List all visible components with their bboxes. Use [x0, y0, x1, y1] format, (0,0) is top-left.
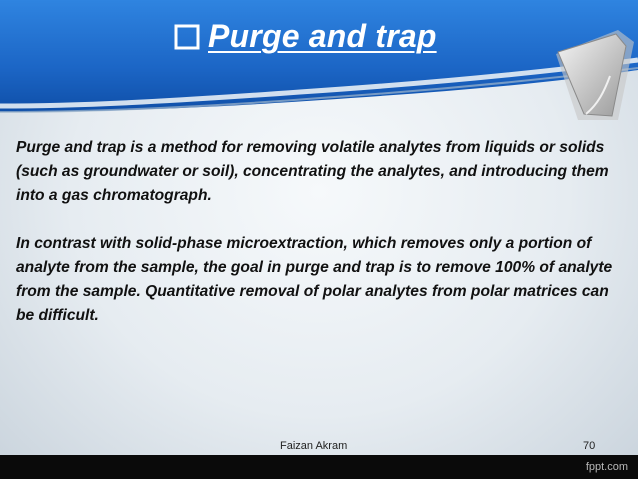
title-row — [174, 18, 437, 55]
footer-author: Faizan Akram — [280, 440, 348, 452]
paragraph-1: Purge and trap is a method for removing volatile analytes from liquids or solids (such as groundwater or soil), concentrating the analytes, and introducing them into a gas chromatograph. — [16, 139, 609, 204]
brand-logo-text: fppt.com — [585, 461, 628, 473]
paragraph-2: In contrast with solid-phase microextraction, which removes only a portion of analyte from the sample, the goal in purge and trap is to remove 100% of analyte from the sample. Quantitative removal of polar analytes from polar matrices can be difficult. — [16, 235, 613, 324]
slide-title: Purge and trap — [208, 18, 437, 54]
checkbox-icon — [174, 24, 200, 50]
footer-bar — [0, 455, 638, 479]
page-curl-decoration — [548, 24, 638, 124]
page-number: 70 — [583, 440, 596, 452]
slide-body — [16, 136, 624, 352]
